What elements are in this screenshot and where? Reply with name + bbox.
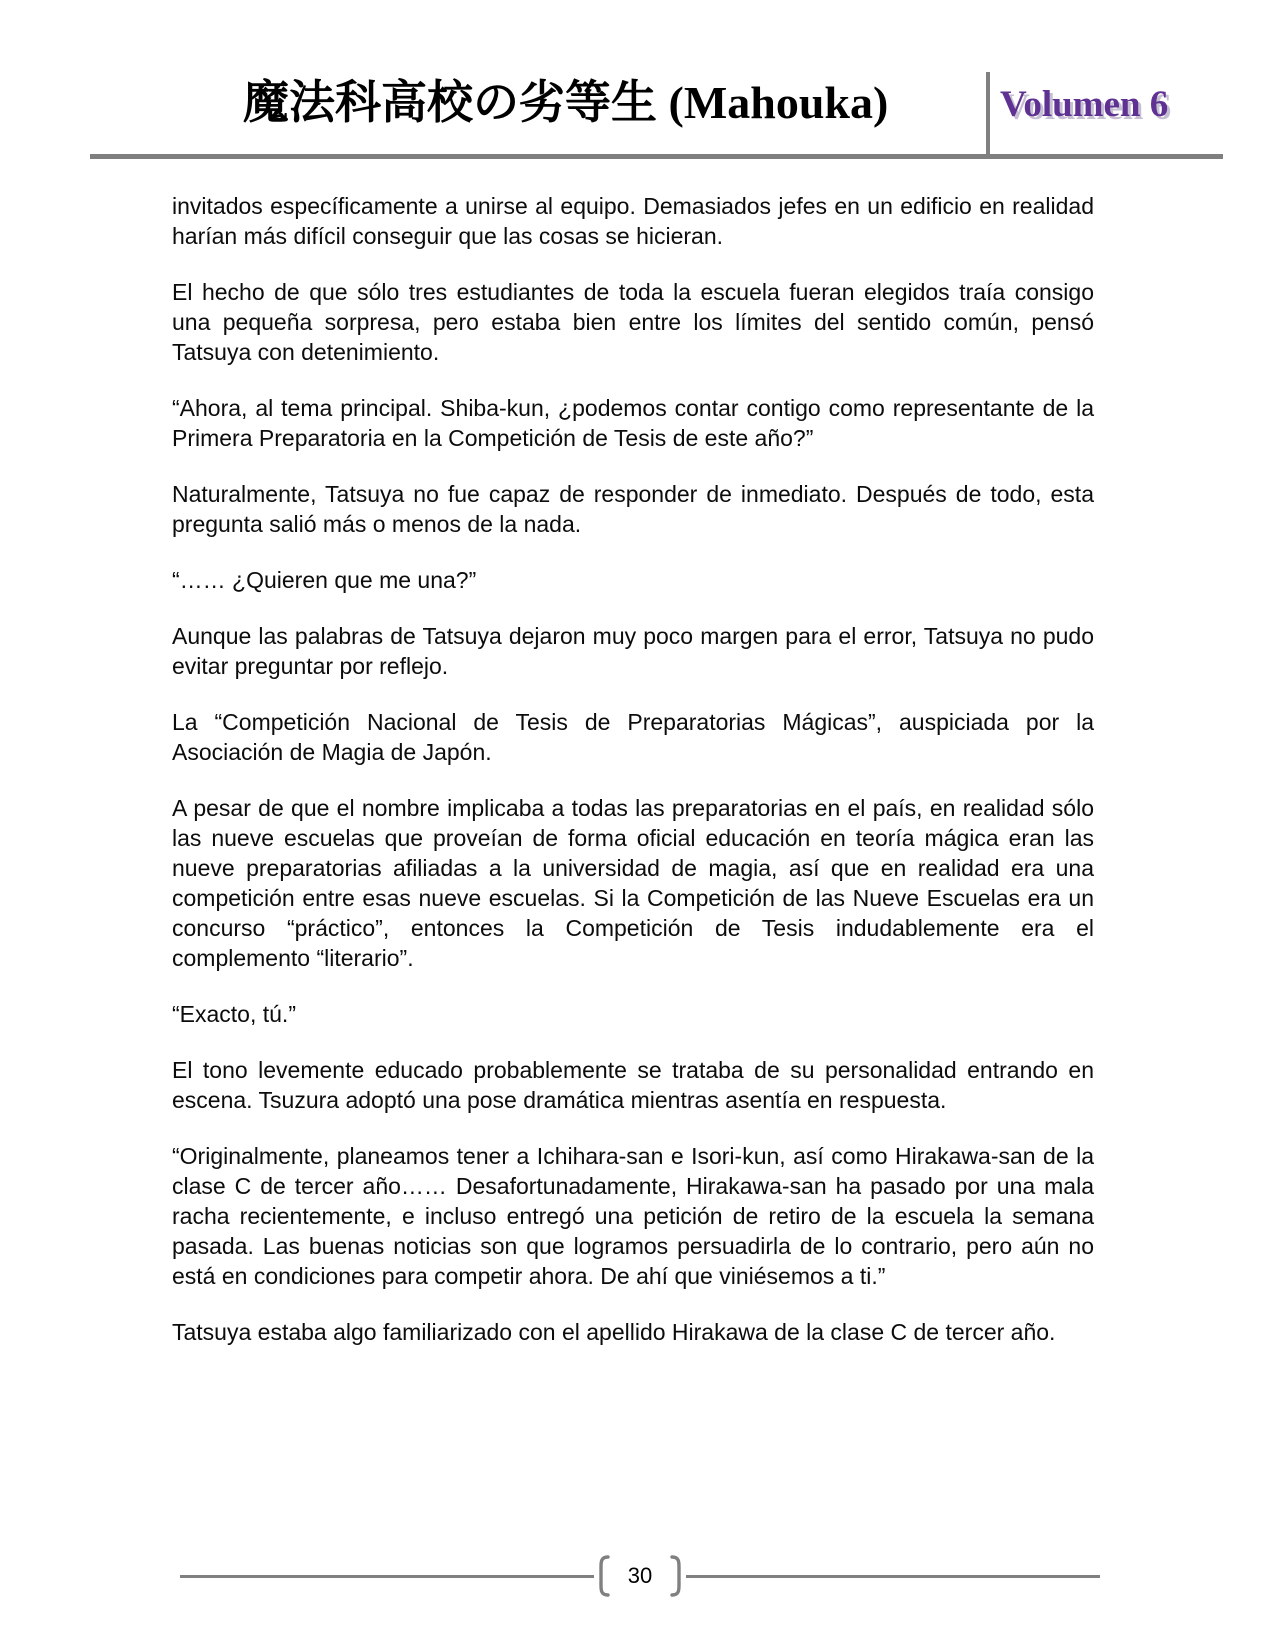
paragraph: Aunque las palabras de Tatsuya dejaron muy poco margen para el error, Tatsuya no pudo evitar preguntar por reflejo.: [172, 623, 1094, 679]
paragraph: invitados específicamente a unirse al equipo. Demasiados jefes en un edificio en realidad harían más difícil conseguir que las cosas se hicieran.: [172, 193, 1094, 249]
paragraph: El tono levemente educado probablemente se trataba de su personalidad entrando en escena. Tsuzura adoptó una pose dramática mientras asentía en respuesta.: [172, 1057, 1094, 1113]
footer-line-left: [180, 1575, 594, 1578]
paragraph: “Exacto, tú.”: [172, 1001, 296, 1027]
paragraph: “…… ¿Quieren que me una?”: [172, 567, 477, 593]
volume-label: Volumen 6: [1000, 84, 1169, 125]
left-bracket-icon: [594, 1552, 612, 1600]
paragraph: La “Competición Nacional de Tesis de Preparatorias Mágicas”, auspiciada por la Asociación de Magia de Japón.: [172, 709, 1094, 765]
footer-line-right: [686, 1575, 1100, 1578]
page-header: [0, 0, 1275, 160]
paragraph: El hecho de que sólo tres estudiantes de toda la escuela fueran elegidos traía consigo una pequeña sorpresa, pero estaba bien entre los límites del sentido común, pensó Tatsuya con detenimiento.: [172, 279, 1094, 365]
header-vertical-divider: [986, 72, 990, 154]
page-body: [172, 191, 1094, 1373]
paragraph: A pesar de que el nombre implicaba a todas las preparatorias en el país, en realidad sólo las nueve escuelas que proveían de forma oficial educación en teoría mágica eran las nueve preparatorias afiliadas a la universidad de magia, así que en realidad era una competición entre esas nueve escuelas. Si la Competición de las Nueve Escuelas era un concurso “práctico”, entonces la Competición de Tesis indudablemente era el complemento “literario”.: [172, 795, 1094, 971]
book-title: 魔法科高校の劣等生 (Mahouka): [243, 77, 889, 128]
page-number: 30: [627, 1563, 653, 1588]
header-rule: [90, 154, 1223, 159]
paragraph: Naturalmente, Tatsuya no fue capaz de responder de inmediato. Después de todo, esta pregunta salió más o menos de la nada.: [172, 481, 1094, 537]
page-footer: [180, 1552, 1100, 1600]
paragraph: “Ahora, al tema principal. Shiba-kun, ¿podemos contar contigo como representante de la Primera Preparatoria en la Competición de Tesis de este año?”: [172, 395, 1094, 451]
right-bracket-icon: [668, 1552, 686, 1600]
paragraph: “Originalmente, planeamos tener a Ichihara-san e Isori-kun, así como Hirakawa-san de la clase C de tercer año…… Desafortunadamente, Hirakawa-san ha pasado por una mala racha recientemente, e incluso entregó una petición de retiro de la escuela la semana pasada. Las buenas noticias son que logramos persuadirla de lo contrario, pero aún no está en condiciones para competir ahora. De ahí que viniésemos a ti.”: [172, 1143, 1094, 1289]
paragraph: Tatsuya estaba algo familiarizado con el apellido Hirakawa de la clase C de tercer año.: [172, 1319, 1056, 1345]
